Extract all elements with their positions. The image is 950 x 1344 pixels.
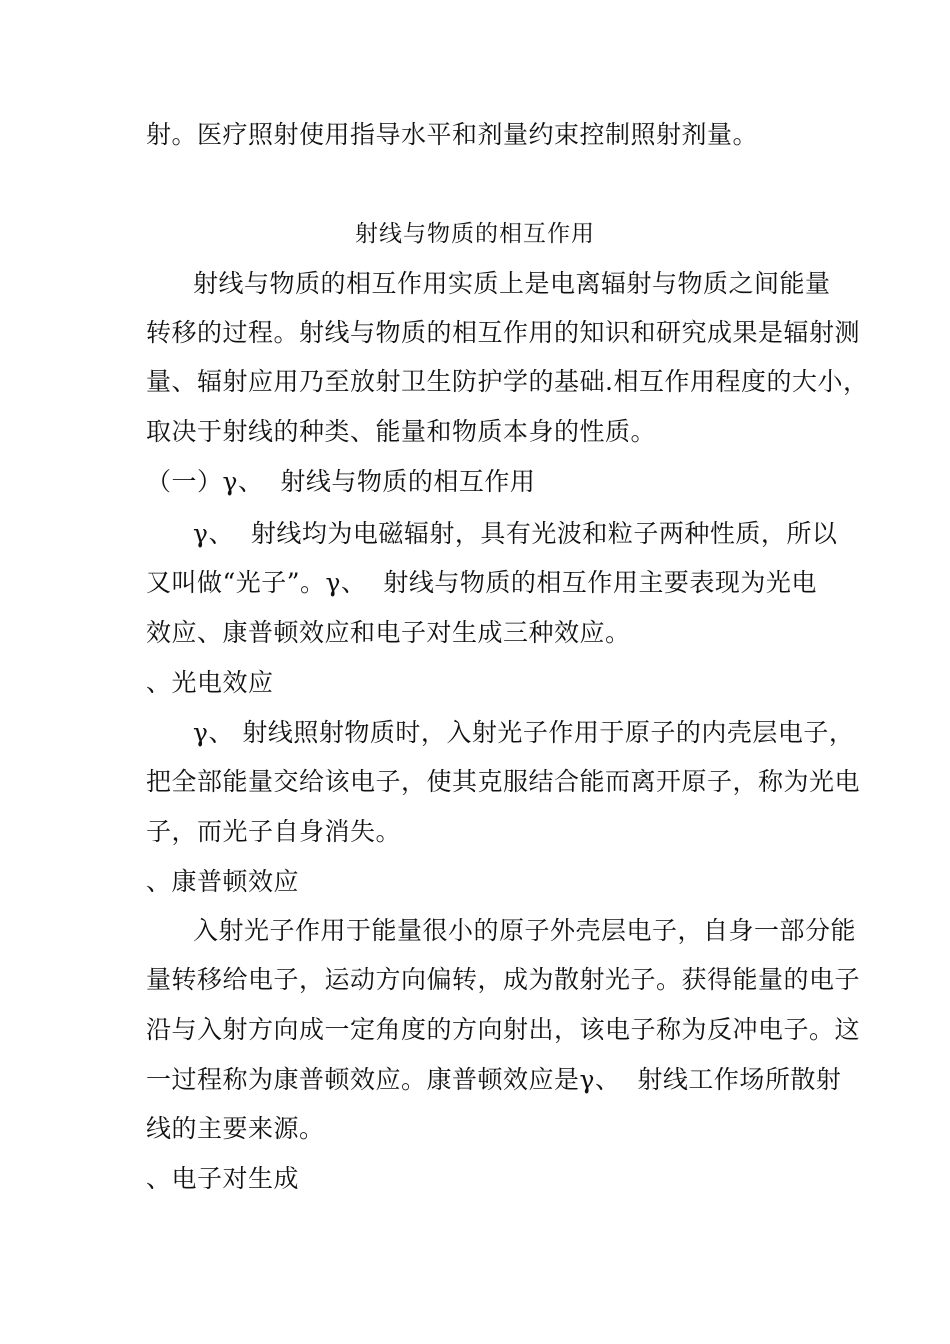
paragraph-line: 射线与物质的相互作用实质上是电离辐射与物质之间能量 xyxy=(193,269,831,298)
paragraph-line: 量转移给电子，运动方向偏转，成为散射光子。获得能量的电子 xyxy=(146,965,861,994)
paragraph-line: 一过程称为康普顿效应。康普顿效应是γ、 射线工作场所散射 xyxy=(146,1065,842,1094)
paragraph-line: 射。医疗照射使用指导水平和剂量约束控制照射剂量。 xyxy=(146,120,759,149)
paragraph-line: γ、 射线照射物质时，入射光子作用于原子的内壳层电子， xyxy=(193,718,855,747)
paragraph-line: 又叫做“光子”。γ、 射线与物质的相互作用主要表现为光电 xyxy=(146,568,817,597)
section-title: 射线与物质的相互作用 xyxy=(355,221,595,247)
subsection-heading: （一）γ、 射线与物质的相互作用 xyxy=(146,467,536,496)
paragraph-line: 入射光子作用于能量很小的原子外壳层电子，自身一部分能 xyxy=(193,916,857,945)
item-heading: 、光电效应 xyxy=(146,668,274,697)
item-heading: 、电子对生成 xyxy=(146,1164,300,1193)
paragraph-line: 转移的过程。射线与物质的相互作用的知识和研究成果是辐射测 xyxy=(146,318,861,347)
paragraph-line: 沿与入射方向成一定角度的方向射出，该电子称为反冲电子。这 xyxy=(146,1015,861,1044)
paragraph-line: γ、 射线均为电磁辐射，具有光波和粒子两种性质，所以 xyxy=(193,519,838,548)
paragraph-line: 线的主要来源。 xyxy=(146,1114,325,1143)
paragraph-line: 把全部能量交给该电子，使其克服结合能而离开原子，称为光电 xyxy=(146,767,861,796)
paragraph-line: 子，而光子自身消失。 xyxy=(146,817,402,846)
paragraph-line: 效应、康普顿效应和电子对生成三种效应。 xyxy=(146,618,631,647)
item-heading: 、康普顿效应 xyxy=(146,867,300,896)
paragraph-line: 量、辐射应用乃至放射卫生防护学的基础.相互作用程度的大小， xyxy=(146,367,869,396)
paragraph-line: 取决于射线的种类、能量和物质本身的性质。 xyxy=(146,417,657,446)
